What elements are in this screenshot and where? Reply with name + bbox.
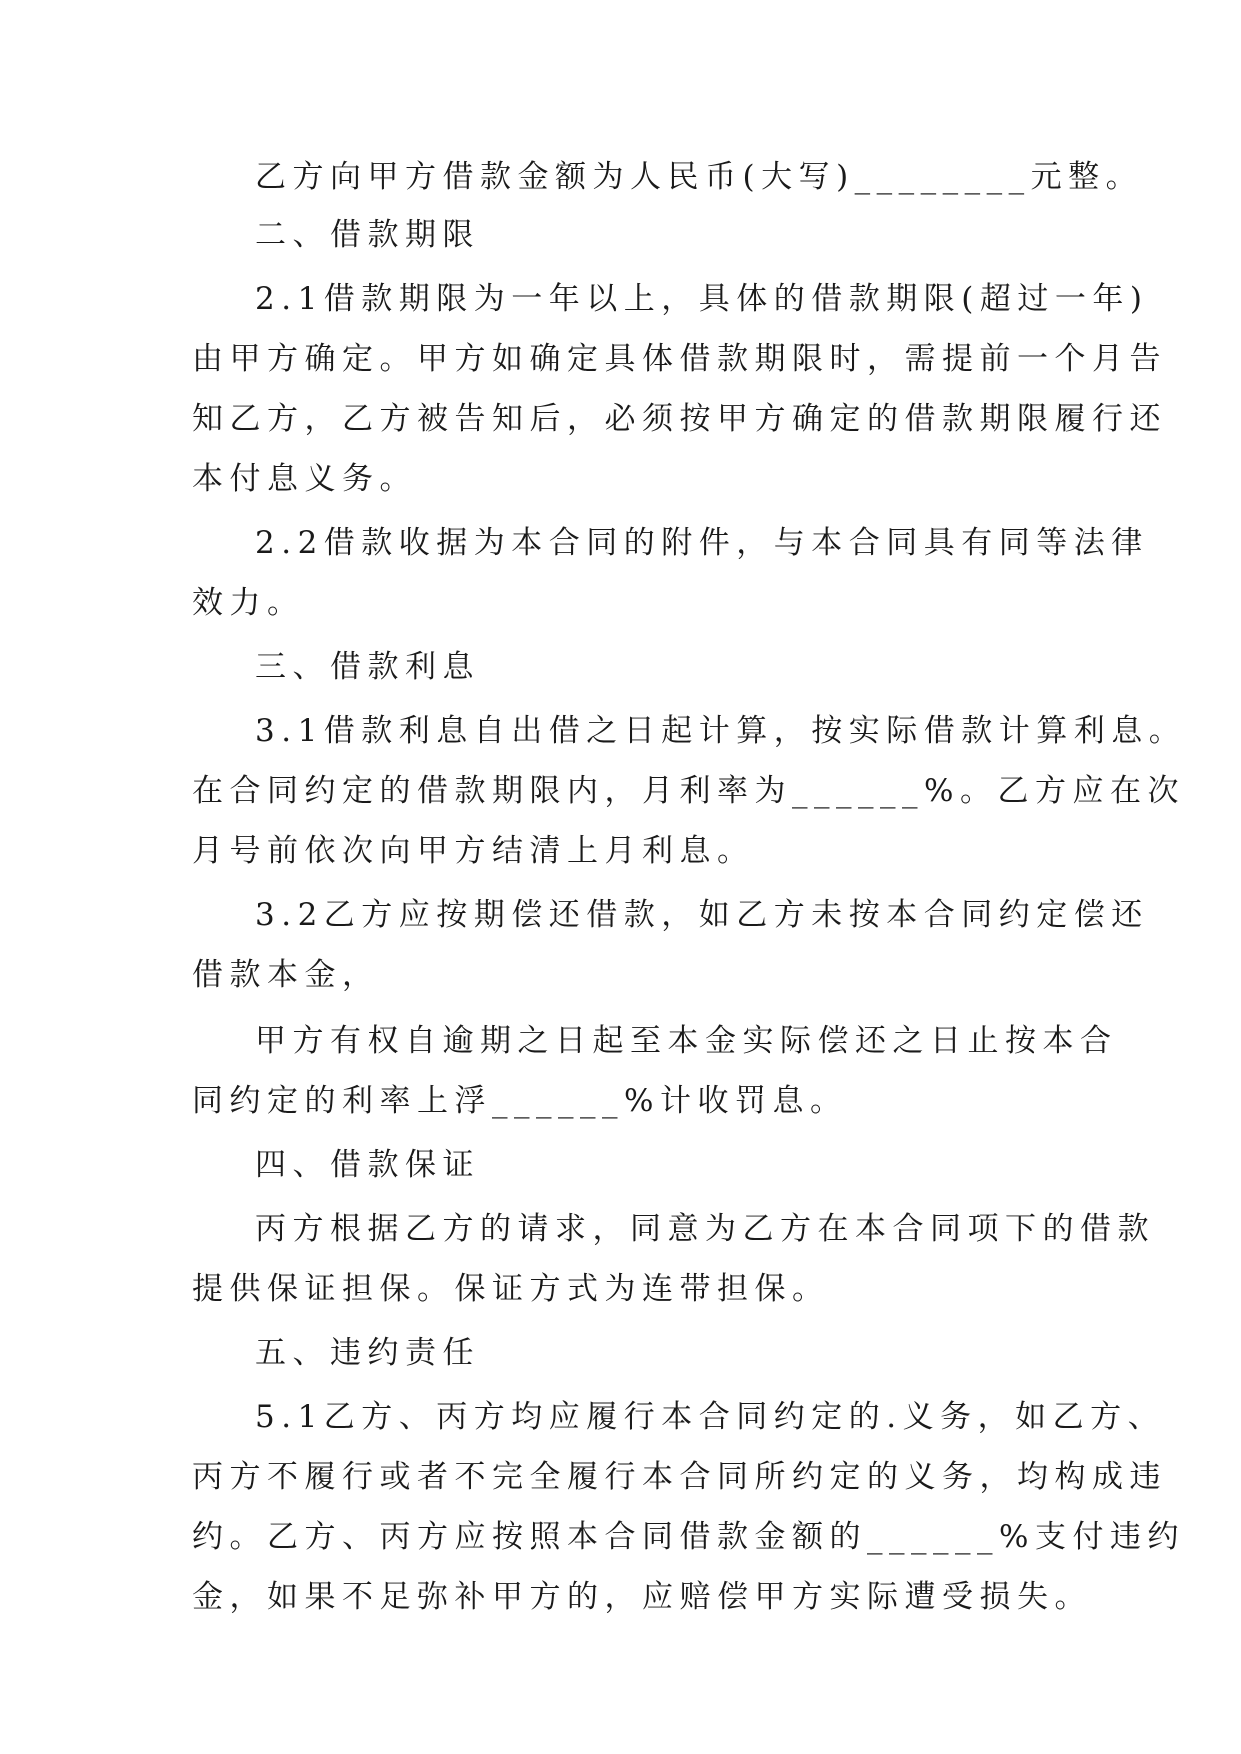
clause-3-1-line-3: 月号前依次向甲方结清上月利息。: [192, 833, 755, 869]
guarantee-line-2: 提供保证担保。保证方式为连带担保。: [192, 1271, 830, 1307]
heading-breach-liability: 五、违约责任: [255, 1335, 480, 1371]
clause-2-1-line-3: 知乙方，乙方被告知后，必须按甲方确定的借款期限履行还: [192, 401, 1167, 437]
clause-3-1-line-1: 3.1借款利息自出借之日起计算，按实际借款计算利息。: [255, 713, 1187, 749]
heading-loan-interest: 三、借款利息: [255, 649, 480, 685]
clause-2-2-line-1: 2.2借款收据为本合同的附件，与本合同具有同等法律: [255, 525, 1149, 561]
paragraph-loan-amount: 乙方向甲方借款金额为人民币(大写)________元整。: [255, 159, 1144, 195]
clause-2-1-line-1: 2.1借款期限为一年以上，具体的借款期限(超过一年): [255, 281, 1149, 317]
clause-3-2-line-4: 同约定的利率上浮______%计收罚息。: [192, 1083, 848, 1119]
clause-2-2-line-2: 效力。: [192, 585, 305, 621]
document-body: [192, 159, 1187, 1648]
clause-2-1-line-4: 本付息义务。: [192, 461, 417, 497]
clause-3-1-line-2: 在合同约定的借款期限内，月利率为______%。乙方应在次: [192, 773, 1185, 809]
clause-3-2-line-2: 借款本金，: [192, 957, 380, 993]
clause-3-2-line-3: 甲方有权自逾期之日起至本金实际偿还之日止按本合: [255, 1023, 1118, 1059]
clause-2-1-line-2: 由甲方确定。甲方如确定具体借款期限时，需提前一个月告: [192, 341, 1167, 377]
clause-3-2-line-1: 3.2乙方应按期偿还借款，如乙方未按本合同约定偿还: [255, 897, 1149, 933]
guarantee-line-1: 丙方根据乙方的请求，同意为乙方在本合同项下的借款: [255, 1211, 1155, 1247]
heading-loan-term: 二、借款期限: [255, 217, 480, 253]
heading-loan-guarantee: 四、借款保证: [255, 1147, 480, 1183]
clause-5-1-line-4: 金，如果不足弥补甲方的，应赔偿甲方实际遭受损失。: [192, 1579, 1092, 1615]
clause-5-1-line-3: 约。乙方、丙方应按照本合同借款金额的______%支付违约: [192, 1519, 1185, 1555]
clause-5-1-line-1: 5.1乙方、丙方均应履行本合同约定的.义务，如乙方、: [255, 1399, 1166, 1435]
clause-5-1-line-2: 丙方不履行或者不完全履行本合同所约定的义务，均构成违: [192, 1459, 1167, 1495]
